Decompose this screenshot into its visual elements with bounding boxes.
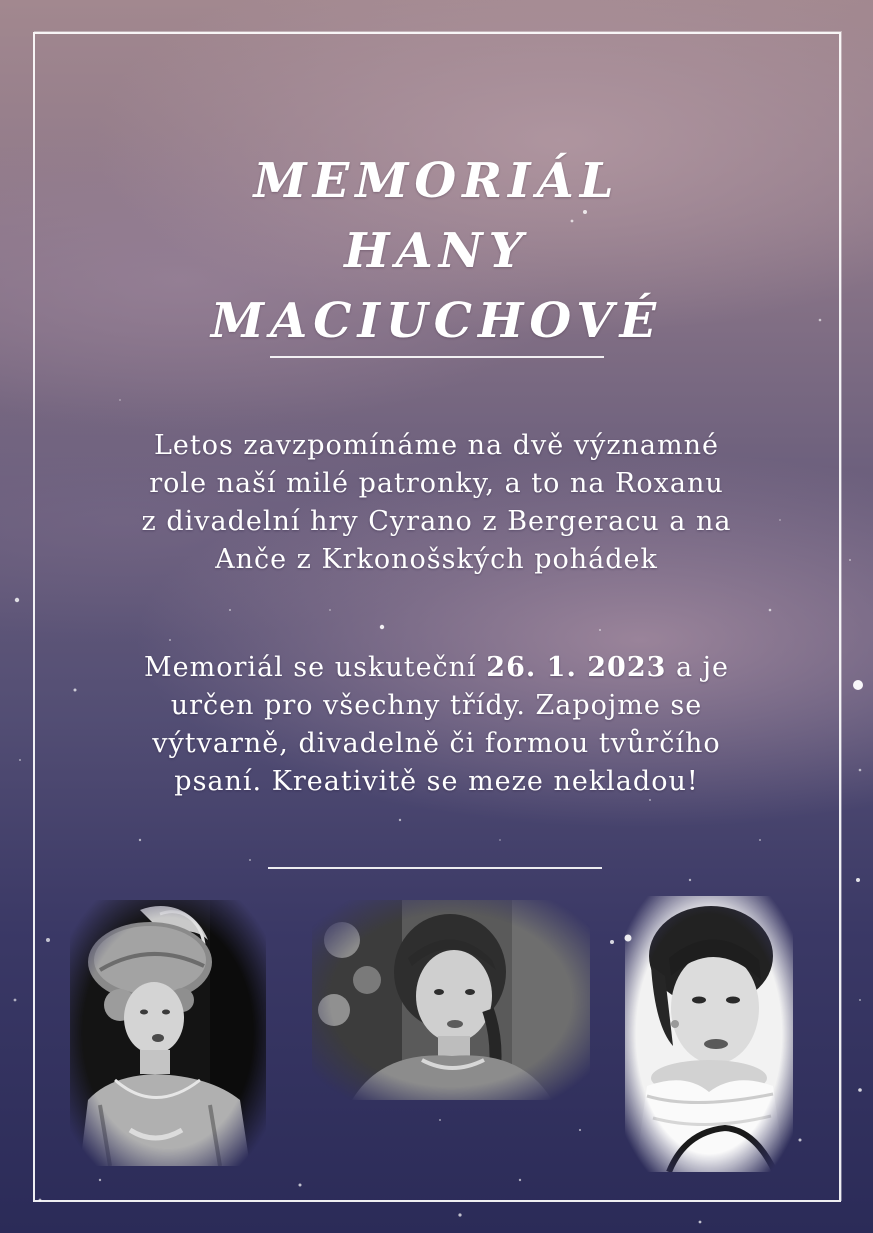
title-line-2: HANY [344, 223, 529, 279]
roxana-photo [70, 900, 266, 1166]
title-line-1: MEMORIÁL [253, 153, 620, 209]
title-line-3: MACIUCHOVÉ [210, 293, 663, 349]
details-line-4: psaní. Kreativitě se meze nekladou! [174, 766, 699, 797]
intro-line-1: Letos zavzpomínáme na dvě významné [153, 430, 720, 461]
intro-line-4: Anče z Krkonošských pohádek [215, 544, 658, 575]
poster-title [100, 146, 773, 356]
portrait-photo [625, 896, 793, 1172]
top-divider [270, 356, 604, 358]
details-line-1-end: a je [666, 652, 730, 683]
intro-line-3: z divadelní hry Cyrano z Bergeracu a na [141, 506, 732, 537]
ance-photo [312, 900, 590, 1100]
event-date: 26. 1. 2023 [486, 652, 667, 683]
details-line-2: určen pro všechny třídy. Zapojme se [170, 690, 703, 721]
details-line-1 [70, 649, 803, 687]
intro-paragraph [70, 427, 803, 579]
intro-line-2: role naší milé patronky, a to na Roxanu [149, 468, 724, 499]
details-line-3: výtvarně, divadelně či formou tvůrčího [152, 728, 721, 759]
details-paragraph [70, 649, 803, 801]
bottom-divider [268, 867, 602, 869]
details-line-1-start: Memoriál se uskuteční [143, 652, 487, 683]
